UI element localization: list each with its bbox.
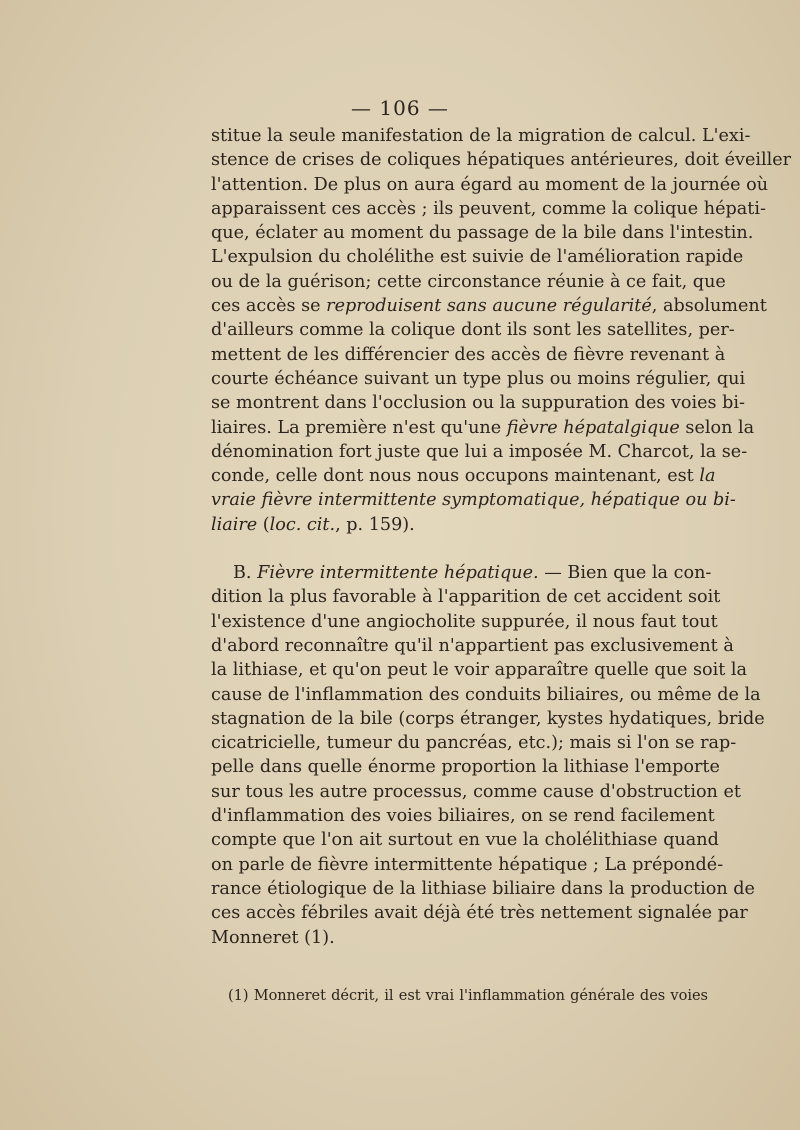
page-number: — 106 — [351, 96, 449, 120]
text-line [211, 416, 755, 440]
text-line: stence de crises de coliques hépatiques antérieures, doit éveiller [211, 150, 792, 171]
text-line: ou de la guérison; cette circonstance réunie à ce fait, que [211, 271, 726, 292]
text-fragment: — Bien que la con- [538, 563, 712, 584]
text-line: l'attention. De plus on aura égard au moment de la journée où [211, 174, 769, 195]
italic-phrase: loc. cit. [269, 514, 336, 535]
paragraph-gap [211, 537, 705, 561]
text-fragment: , absolument [651, 296, 767, 317]
text-line: cicatricielle, tumeur du pancréas, etc.); mais si l'on se rap- [211, 733, 737, 754]
text-fragment: , p. 159). [335, 514, 415, 535]
text-fragment: selon la [679, 417, 755, 438]
body-text [211, 124, 792, 950]
text-line: courte échéance suivant un type plus ou moins régulier, qui [211, 368, 746, 389]
text-line [211, 464, 716, 488]
section-title: Fièvre intermittente hépatique. [257, 563, 539, 584]
section-label: B. [233, 563, 258, 584]
text-line: dénomination fort juste que lui a imposée M. Charcot, la se- [211, 441, 748, 462]
text-line: stagnation de la bile (corps étranger, kystes hydatiques, bride [211, 708, 765, 729]
italic-phrase: reproduisent sans aucune régularité [326, 296, 652, 317]
text-line: la lithiase, et qu'on peut le voir apparaître quelle que soit la [211, 660, 747, 681]
text-line: compte que l'on ait surtout en vue la cholélithiase quand [211, 830, 719, 851]
italic-phrase: liaire [211, 514, 258, 535]
text-line: d'abord reconnaître qu'il n'appartient pas exclusivement à [211, 635, 734, 656]
text-line: rance étiologique de la lithiase biliaire dans la production de [211, 878, 755, 899]
text-fragment: ces accès se [211, 296, 327, 317]
text-line: se montrent dans l'occlusion ou la suppuration des voies bi- [211, 393, 745, 414]
text-fragment: conde, celle dont nous nous occupons maintenant, est [211, 466, 700, 487]
italic-phrase: fièvre hépatalgique [506, 417, 680, 438]
text-line: sur tous les autre processus, comme cause d'obstruction et [211, 781, 741, 802]
text-line: d'ailleurs comme la colique dont ils sont les satellites, per- [211, 320, 735, 341]
text-line: l'existence d'une angiocholite suppurée, il nous faut tout [211, 611, 718, 632]
text-line: on parle de fièvre intermittente hépatique ; La prépondé- [211, 854, 724, 875]
text-line [211, 294, 767, 318]
text-line: ces accès fébriles avait déjà été très nettement signalée par [211, 903, 748, 924]
footnote: (1) Monneret décrit, il est vrai l'inflammation générale des voies [228, 988, 708, 1004]
text-line [211, 488, 736, 512]
text-line: Monneret (1). [211, 927, 335, 948]
text-fragment: liaires. La première n'est qu'une [211, 417, 507, 438]
text-line: apparaissent ces accès ; ils peuvent, comme la colique hépati- [211, 198, 766, 219]
text-fragment: ( [257, 514, 270, 535]
text-line: stitue la seule manifestation de la migration de calcul. L'exi- [211, 126, 751, 146]
text-line: d'inflammation des voies biliaires, on se rend facilement [211, 806, 715, 827]
text-line: pelle dans quelle énorme proportion la lithiase l'emporte [211, 757, 720, 778]
italic-phrase: la [699, 466, 716, 487]
italic-phrase: vraie fièvre intermittente symptomatique, hépatique ou bi- [211, 490, 736, 511]
text-line: que, éclater au moment du passage de la bile dans l'intestin. [211, 223, 754, 244]
text-line: mettent de les différencier des accès de fièvre revenant à [211, 344, 726, 365]
text-line: cause de l'inflammation des conduits biliaires, ou même de la [211, 684, 761, 705]
text-line [211, 513, 705, 537]
text-line: L'expulsion du cholélithe est suivie de l'amélioration rapide [211, 247, 744, 268]
section-heading-line [211, 561, 712, 585]
text-line: dition la plus favorable à l'apparition de cet accident soit [211, 587, 721, 608]
